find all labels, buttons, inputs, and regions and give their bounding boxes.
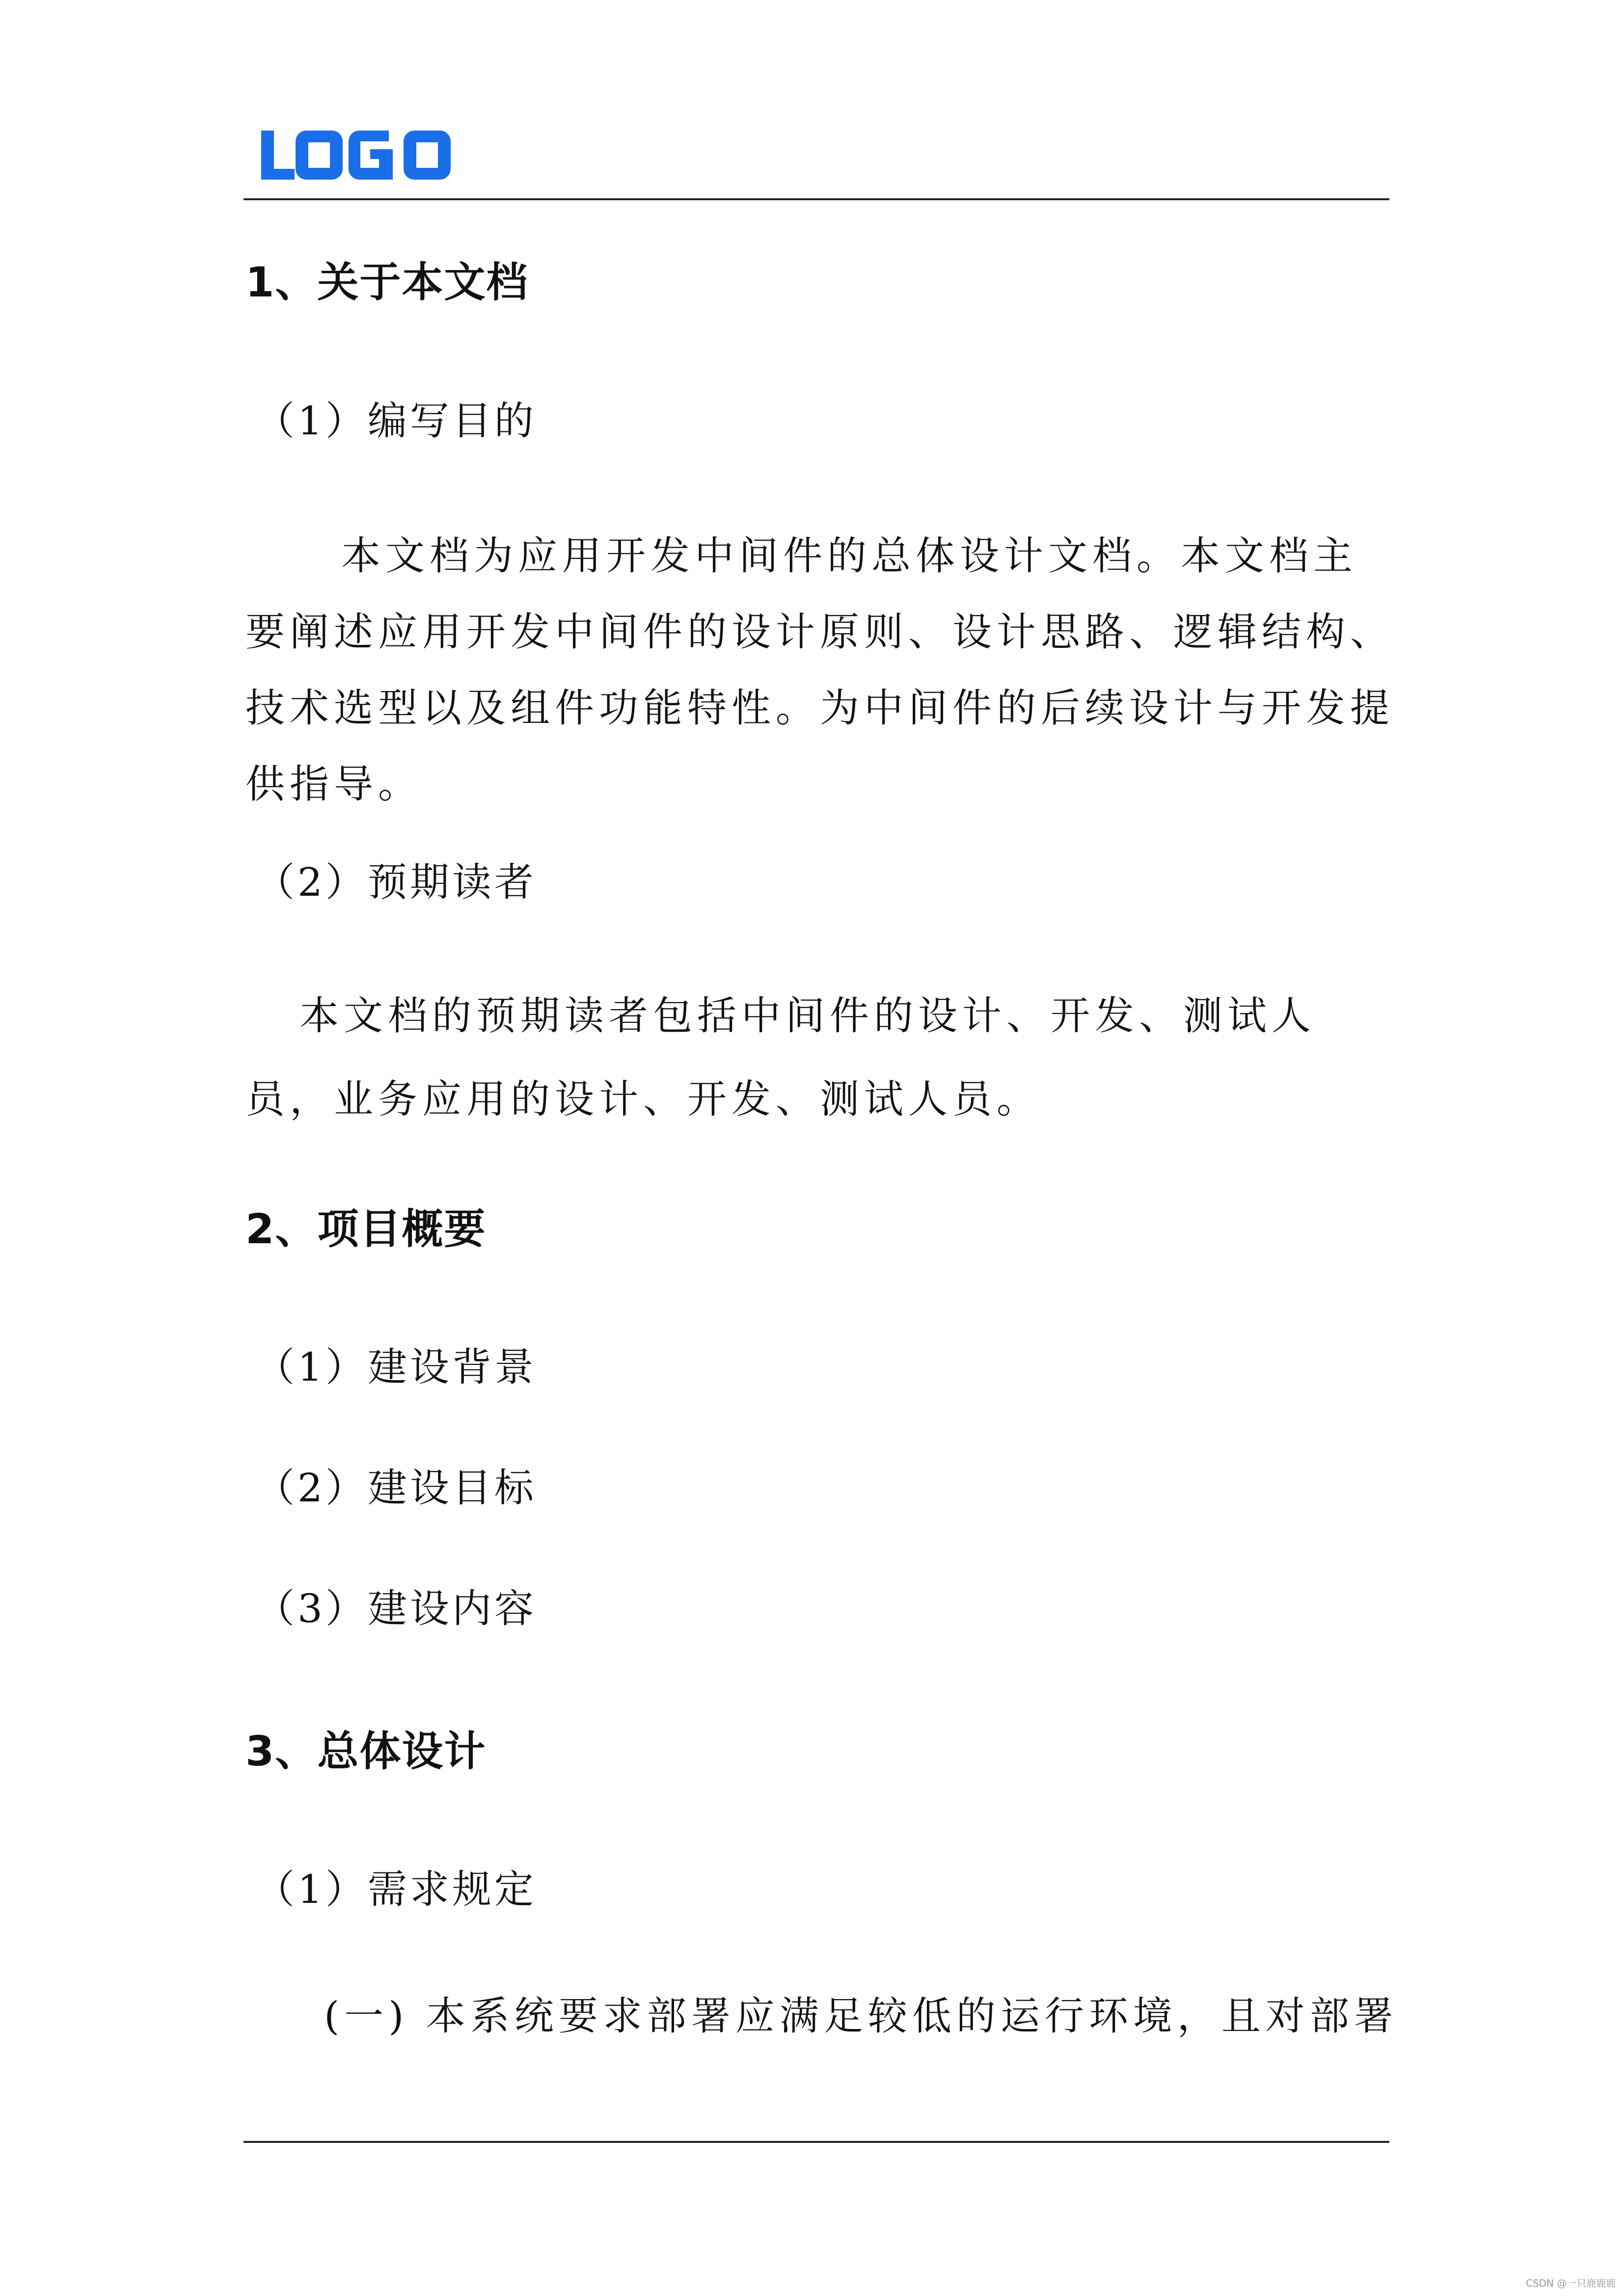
section-2-title: 2、项目概要 — [245, 1205, 487, 1253]
watermark: CSDN @一只鹿鹿鹿 — [1526, 2277, 1616, 2289]
section-3-title: 3、总体设计 — [245, 1727, 487, 1775]
section-2-2-title: （2）建设目标 — [255, 1465, 537, 1511]
section-1-2-title: （2）预期读者 — [255, 859, 537, 905]
section-2-3-title: （3）建设内容 — [255, 1586, 537, 1631]
section-3-1-body: (一) 本系统要求部署应满足较低的运行环境，且对部署 — [324, 1993, 1398, 2039]
section-1-2-body: 本文档的预期读者包括中间件的设计、开发、测试人员，业务应用的设计、开发、测试人员。 — [245, 993, 1316, 1122]
section-1-title: 1、关于本文档 — [245, 258, 529, 306]
section-3-1-title: （1）需求规定 — [255, 1867, 537, 1912]
section-2-1-title: （1）建设背景 — [255, 1344, 537, 1390]
section-1-1-body: 本文档为应用开发中间件的总体设计文档。本文档主要阐述应用开发中间件的设计原则、设计思路、逻辑结构、技术选型以及组件功能特性。为中间件的后续设计与开发提供指导。 — [245, 533, 1394, 807]
logo — [259, 116, 456, 189]
footer-divider — [244, 2141, 1389, 2143]
header-divider — [244, 198, 1389, 200]
section-1-1-title: （1）编写目的 — [255, 398, 537, 444]
